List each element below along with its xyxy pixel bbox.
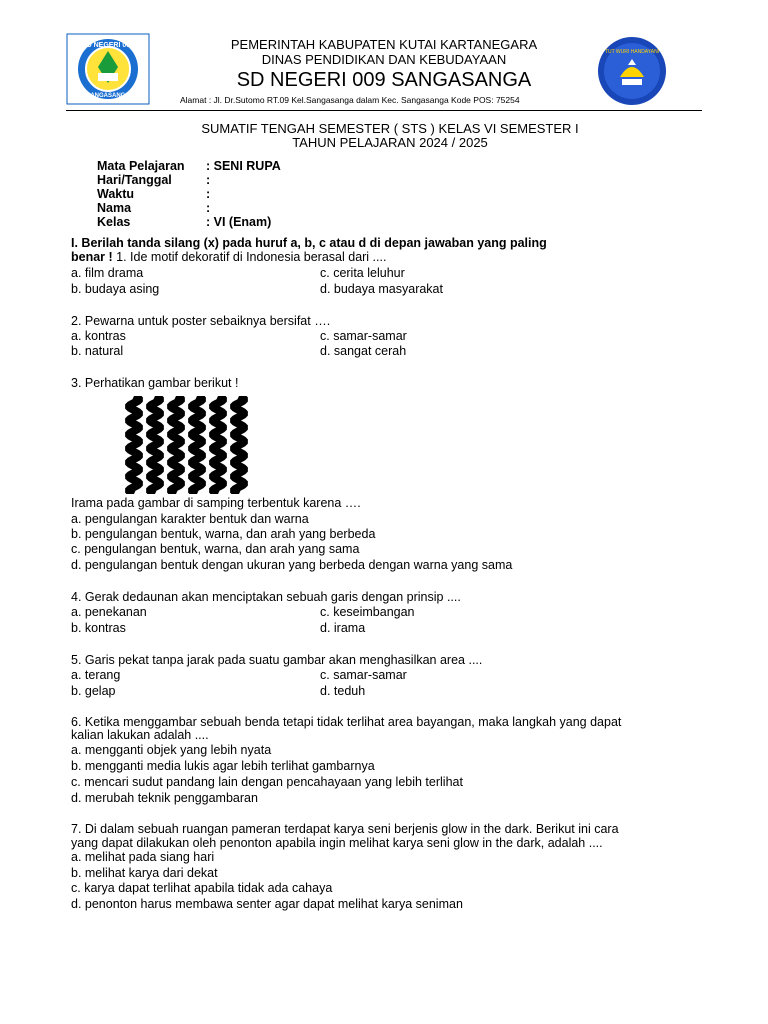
wave-column [192,396,202,494]
q6-option-d: d. merubah teknik penggambaran [71,791,258,805]
q4-option-d: d. irama [320,621,366,635]
question-1-text: 1. Ide motif dekoratif di Indonesia berasal dari .... [112,250,387,264]
q1-option-c: c. cerita leluhur [320,266,405,280]
q1-option-b: b. budaya asing [71,282,160,296]
identity-label-time: Waktu [97,187,135,201]
wavy-pattern-image [124,396,250,494]
wave-column [129,396,139,494]
q2-option-d: d. sangat cerah [320,344,407,358]
identity-label-name: Nama [97,201,132,215]
q4-option-b: b. kontras [71,621,126,635]
question-3-prompt: Irama pada gambar di samping terbentuk karena …. [71,496,361,510]
q6-option-b: b. mengganti media lukis agar lebih terlihat gambarnya [71,759,375,773]
q3-option-b: b. pengulangan bentuk, warna, dan arah yang berbeda [71,527,376,541]
header-divider [66,110,702,111]
q2-option-b: b. natural [71,344,124,358]
q5-option-a: a. terang [71,668,121,682]
identity-label-subject: Mata Pelajaran [97,159,185,173]
instruction-line1: I. Berilah tanda silang (x) pada huruf a, b, c atau d di depan jawaban yang paling [71,236,547,250]
question-6-text-line1: 6. Ketika menggambar sebuah benda tetapi tidak terlihat area bayangan, maka langkah yang dapat [71,715,622,729]
q4-option-a: a. penekanan [71,605,147,619]
q4-option-c: c. keseimbangan [320,605,415,619]
question-7-text-line1: 7. Di dalam sebuah ruangan pameran terdapat karya seni berjenis glow in the dark. Berikut ini cara [71,822,619,836]
identity-value-date: : [206,173,211,187]
q7-option-d: d. penonton harus membawa senter agar dapat melihat karya seniman [71,897,463,911]
instruction-line2 [71,250,386,265]
exam-year: TAHUN PELAJARAN 2024 / 2025 [292,135,488,150]
question-5-text: 5. Garis pekat tanpa jarak pada suatu gambar akan menghasilkan area .... [71,653,483,667]
q6-option-c: c. mencari sudut pandang lain dengan pencahayaan yang lebih terlihat [71,775,463,789]
q3-option-d: d. pengulangan bentuk dengan ukuran yang berbeda dengan warna yang sama [71,558,513,572]
wave-column [171,396,181,494]
identity-value-time: : [206,187,211,201]
identity-label-class: Kelas [97,215,131,229]
q6-option-a: a. mengganti objek yang lebih nyata [71,743,272,757]
q2-option-a: a. kontras [71,329,126,343]
q7-option-c: c. karya dapat terlihat apabila tidak ada cahaya [71,881,333,895]
header-dept: DINAS PENDIDIKAN DAN KEBUDAYAAN [261,52,507,67]
identity-label-date: Hari/Tanggal [97,173,172,187]
logo-right-text: TUT WURI HANDAYANI [604,49,660,55]
q1-option-a: a. film drama [71,266,144,280]
q2-option-c: c. samar-samar [320,329,407,343]
q7-option-b: b. melihat karya dari dekat [71,866,218,880]
q3-option-c: c. pengulangan bentuk, warna, dan arah yang sama [71,542,360,556]
instruction-bold: benar ! [71,250,113,264]
logo-left-bottom-text: SANGASANGA [86,93,130,99]
q5-option-b: b. gelap [71,684,116,698]
question-4-text: 4. Gerak dedaunan akan menciptakan sebuah garis dengan prinsip .... [71,590,461,604]
identity-value-name: : [206,201,211,215]
q7-option-a: a. melihat pada siang hari [71,850,215,864]
question-2-text: 2. Pewarna untuk poster sebaiknya bersifat …. [71,314,331,328]
q1-option-d: d. budaya masyarakat [320,282,443,296]
wave-column [150,396,160,494]
header-gov: PEMERINTAH KABUPATEN KUTAI KARTANEGARA [230,37,538,52]
logo-left-top-text: SD NEGERI 009 [81,42,135,49]
question-6-text-line2: kalian lakukan adalah .... [71,728,209,742]
wave-column [213,396,223,494]
exam-title: SUMATIF TENGAH SEMESTER ( STS ) KELAS VI SEMESTER I [201,121,579,136]
identity-value-class: : VI (Enam) [206,215,272,229]
question-3-text: 3. Perhatikan gambar berikut ! [71,376,239,390]
identity-value-subject: : SENI RUPA [206,159,281,173]
question-7-text-line2: yang dapat dilakukan oleh penonton apabila ingin melihat karya seni glow in the dark, adalah .... [71,836,603,850]
q5-option-c: c. samar-samar [320,668,407,682]
school-name: SD NEGERI 009 SANGASANGA [236,69,532,91]
wave-column [234,396,244,494]
school-address: Alamat : Jl. Dr.Sutomo RT.09 Kel.Sangasanga dalam Kec. Sangasanga Kode POS: 75254 [180,95,520,105]
q3-option-a: a. pengulangan karakter bentuk dan warna [71,512,309,526]
q5-option-d: d. teduh [320,684,366,698]
